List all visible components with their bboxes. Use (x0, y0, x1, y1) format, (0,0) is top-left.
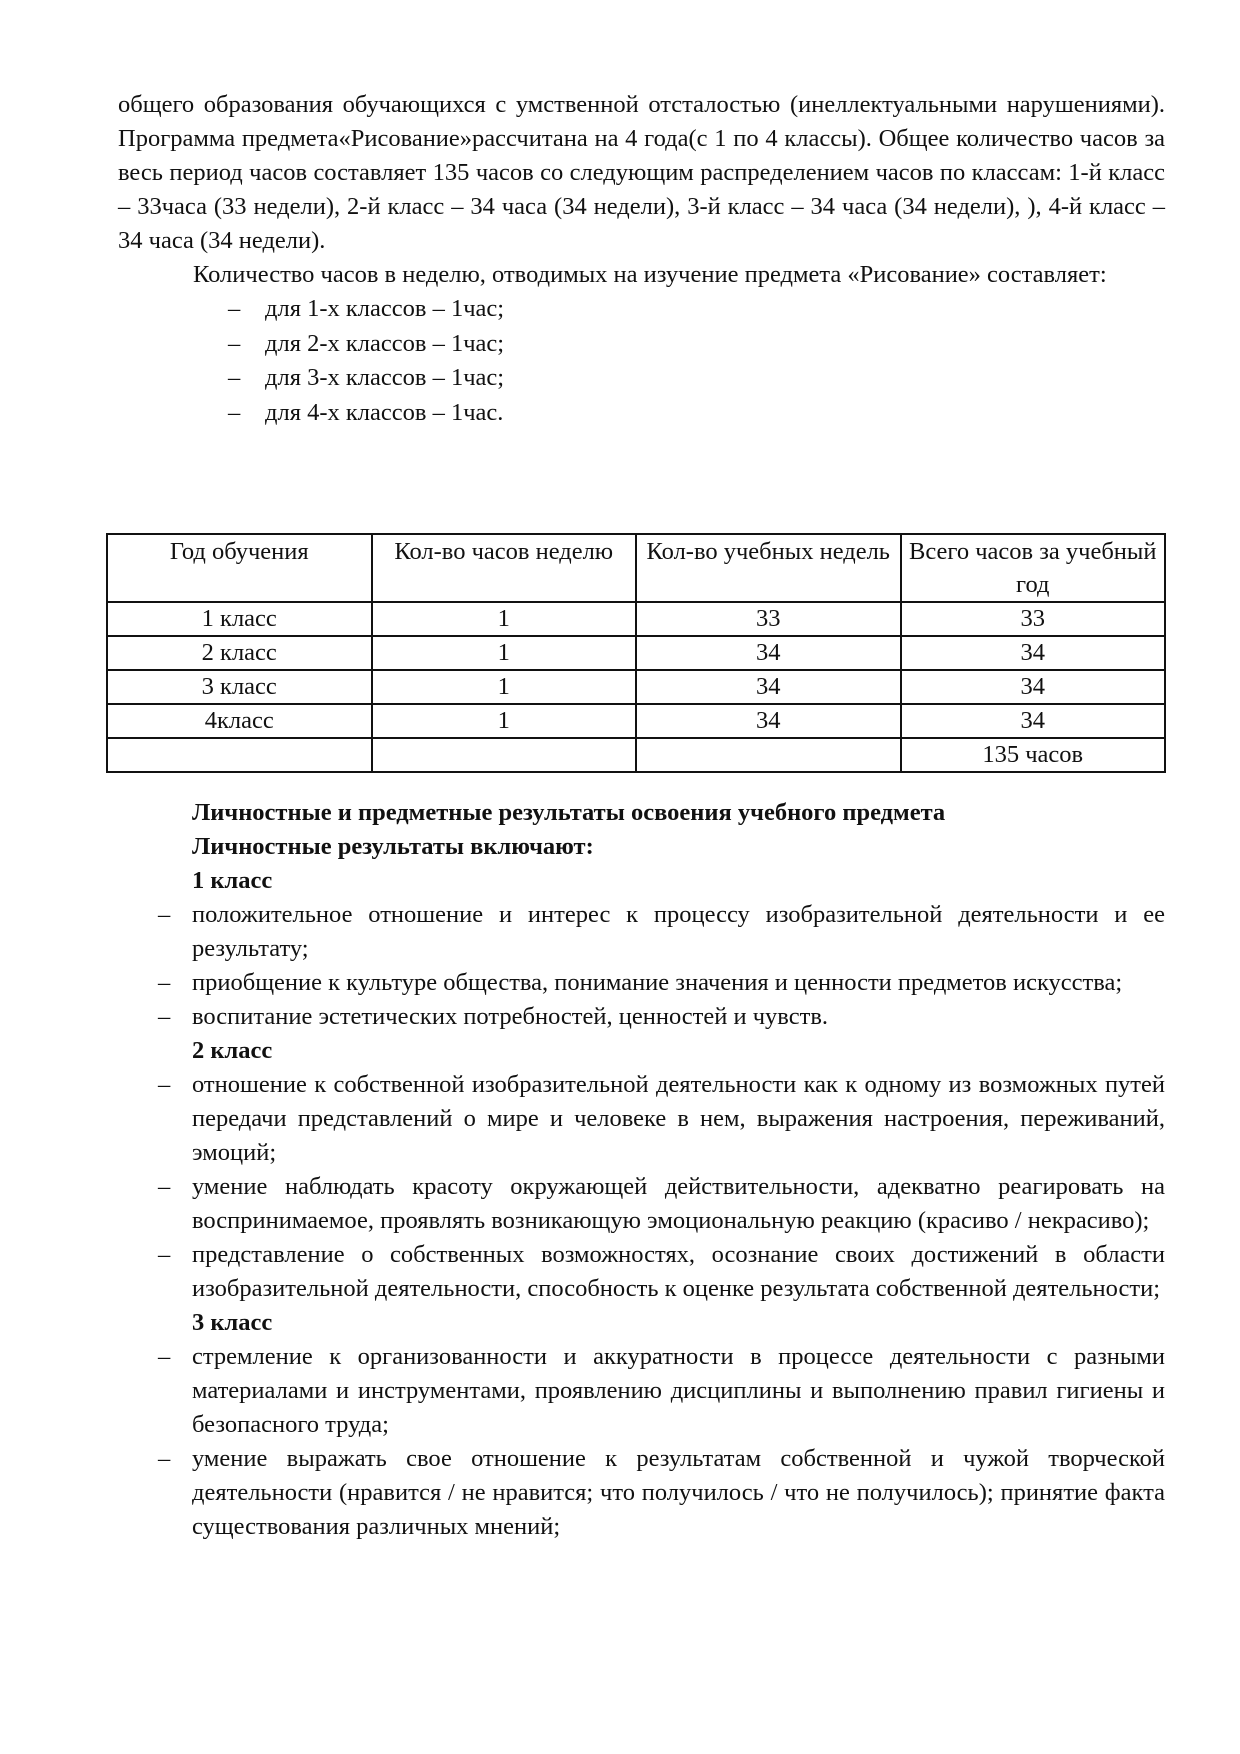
weekly-hours-list (118, 292, 1165, 430)
list-item (118, 292, 1165, 327)
cell-hours-per-week: 1 (372, 670, 637, 704)
cell-hours-per-week: 1 (372, 602, 637, 636)
list-item-text: приобщение к культуре общества, понимание значения и ценности предметов искусства; (192, 969, 1123, 996)
table-row (107, 704, 1165, 738)
cell-weeks: 34 (636, 636, 901, 670)
list-item-text: для 3-х классов – 1час; (265, 364, 505, 391)
list-item (118, 1442, 1165, 1544)
dash-bullet: – (158, 1173, 171, 1200)
dash-bullet: – (158, 1071, 171, 1098)
cell-hours-per-week (372, 738, 637, 772)
list-item (118, 1340, 1165, 1442)
cell-weeks: 34 (636, 704, 901, 738)
intro-paragraph: общего образования обучающихся с умственной отсталостью (инеллектуальными нарушениями). Программа предмета«Рисование»рассчитана на 4 года(с 1 по 4 классы). Общее количество часов за весь период часов составляет 135 часов со следующим распределением часов по классам: 1-й класс – 33часа (33 недели), 2-й класс – 34 часа (34 недели), 3-й класс – 34 часа (34 недели), ), 4-й класс – 34 часа (34 недели). (118, 91, 1165, 254)
hours-table (106, 533, 1166, 773)
cell-hours-per-week: 1 (372, 704, 637, 738)
cell-total: 34 (901, 670, 1166, 704)
table-row (107, 670, 1165, 704)
list-item-text: отношение к собственной изобразительной деятельности как к одному из возможных путей передачи представлений о мире и человеке в нем, выражения настроения, переживаний, эмоций; (192, 1071, 1165, 1166)
cell-weeks (636, 738, 901, 772)
list-item-text: для 4-х классов – 1час. (265, 398, 504, 426)
cell-total: 34 (901, 704, 1166, 738)
document-page (118, 88, 1165, 1540)
weekly-hours-paragraph: Количество часов в неделю, отводимых на изучение предмета «Рисование» составляет: (193, 261, 1107, 288)
dash-bullet: – (158, 969, 171, 996)
cell-year: 3 класс (107, 670, 372, 704)
dash-bullet: – (158, 901, 171, 928)
list-item (118, 898, 1165, 966)
grade-2-results-list (118, 1068, 1165, 1306)
grade-3-results-list (118, 1340, 1165, 1544)
header-total-hours: Всего часов за учебный год (901, 534, 1166, 602)
list-item-text: для 1-х классов – 1час; (265, 295, 505, 322)
dash-bullet: – (228, 398, 241, 426)
section-title: Личностные и предметные результаты освоения учебного предмета (192, 799, 946, 826)
list-item (118, 361, 1165, 396)
list-item (118, 396, 1165, 431)
cell-year: 4класс (107, 704, 372, 738)
grade-heading: 1 класс (192, 867, 273, 894)
list-item-text: стремление к организованности и аккуратности в процессе деятельности с разными материалами и инструментами, проявлению дисциплины и выполнению правил гигиены и безопасного труда; (192, 1343, 1165, 1438)
list-item (118, 327, 1165, 362)
grade-heading: 3 класс (192, 1309, 273, 1336)
list-item (118, 966, 1165, 1000)
table-total-row (107, 738, 1165, 772)
table-row (107, 636, 1165, 670)
cell-year: 2 класс (107, 636, 372, 670)
cell-grand-total: 135 часов (901, 738, 1166, 772)
list-item (118, 1238, 1165, 1306)
grade-heading: 2 класс (192, 1037, 273, 1064)
list-item-text: умение выражать свое отношение к результатам собственной и чужой творческой деятельности (нравится / не нравится; что получилось / что не получилось); принятие факта существования различных мнений; (192, 1445, 1165, 1540)
dash-bullet: – (158, 1003, 171, 1030)
cell-year: 1 класс (107, 602, 372, 636)
cell-total: 34 (901, 636, 1166, 670)
header-hours-per-week: Кол-во часов неделю (372, 534, 637, 602)
section-subtitle: Личностные результаты включают: (192, 833, 594, 860)
list-item-text: представление о собственных возможностях, осознание своих достижений в области изобразительной деятельности, способность к оценке результата собственной деятельности; (192, 1241, 1165, 1302)
grade-1-results-list (118, 898, 1165, 1034)
results-section (118, 796, 1165, 1544)
list-item-text: положительное отношение и интерес к процессу изобразительной деятельности и ее результату; (192, 901, 1165, 962)
dash-bullet: – (158, 1445, 171, 1472)
header-weeks: Кол-во учебных недель (636, 534, 901, 602)
dash-bullet: – (228, 329, 241, 357)
list-item-text: для 2-х классов – 1час; (265, 329, 505, 357)
list-item (118, 1068, 1165, 1170)
header-year: Год обучения (107, 534, 372, 602)
list-item-text: воспитание эстетических потребностей, ценностей и чувств. (192, 1003, 829, 1030)
list-item (118, 1000, 1165, 1034)
dash-bullet: – (228, 295, 241, 322)
dash-bullet: – (158, 1343, 171, 1370)
cell-total: 33 (901, 602, 1166, 636)
dash-bullet: – (158, 1241, 171, 1268)
dash-bullet: – (228, 364, 241, 391)
cell-weeks: 33 (636, 602, 901, 636)
list-item-text: умение наблюдать красоту окружающей действительности, адекватно реагировать на воспринимаемое, проявлять возникающую эмоциональную реакцию (красиво / некрасиво); (192, 1173, 1165, 1234)
cell-hours-per-week: 1 (372, 636, 637, 670)
cell-year (107, 738, 372, 772)
table-row (107, 602, 1165, 636)
list-item (118, 1170, 1165, 1238)
table-header-row (107, 534, 1165, 602)
cell-weeks: 34 (636, 670, 901, 704)
